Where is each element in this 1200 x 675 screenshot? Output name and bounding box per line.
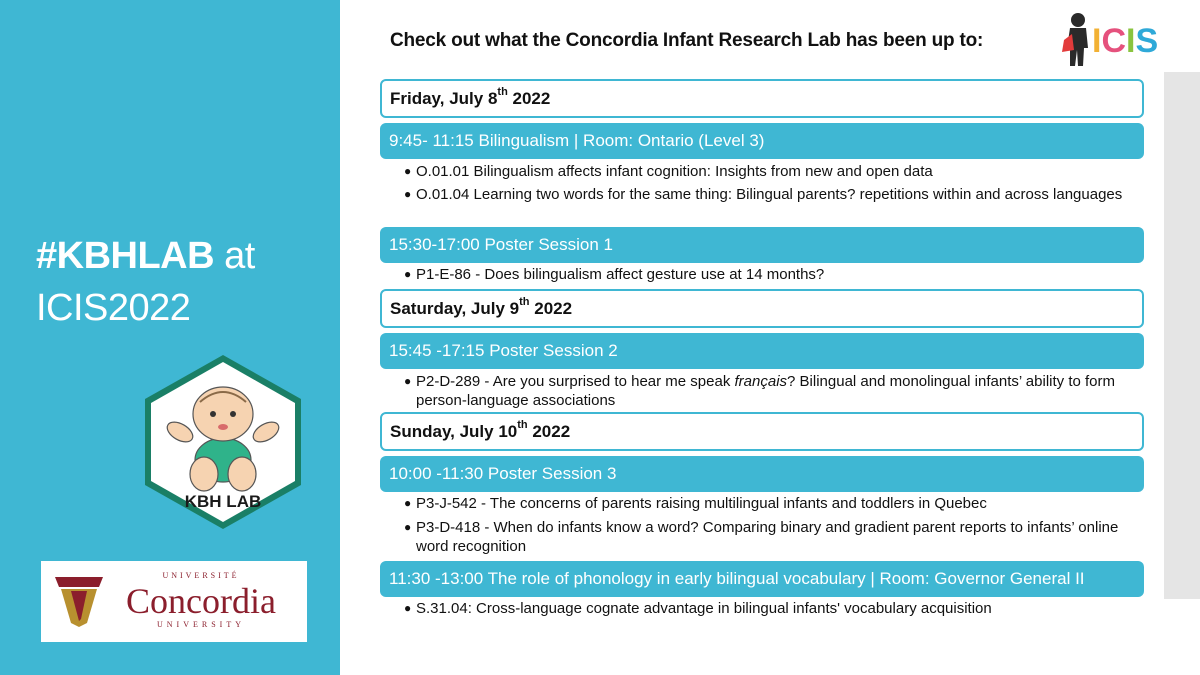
icis-logo-text: ICIS [1092, 22, 1159, 60]
list-item: ● P2-D-289 - Are you surprised to hear me speak français? Bilingual and monolingual infants’ ability to form person-language associations [404, 373, 1115, 409]
child-silhouette-icon [1062, 13, 1088, 66]
list-item: ● P1-E-86 - Does bilingualism affect gesture use at 14 months? [404, 266, 825, 283]
list-item: ● P3-D-418 - When do infants know a word? Comparing binary and gradient parent reports to infants’ online word recognition [404, 519, 1119, 555]
session-poster-2: 15:45 -17:15 Poster Session 2 [380, 333, 1144, 369]
hashtag-line2: ICIS2022 [36, 287, 191, 329]
right-gray-strip [1164, 72, 1200, 599]
icis-logo [1058, 10, 1168, 70]
left-panel [0, 0, 340, 675]
bullet-icon: ● [404, 164, 412, 178]
list-item: ● S.31.04: Cross-language cognate advantage in bilingual infants' vocabulary acquisition [404, 600, 992, 617]
session-bilingualism: 9:45- 11:15 Bilingualism | Room: Ontario (Level 3) [380, 123, 1144, 159]
hashtag-at: at [214, 235, 255, 277]
list-item: ● O.01.01 Bilingualism affects infant cognition: Insights from new and open data [404, 163, 933, 180]
session-phonology: 11:30 -13:00 The role of phonology in early bilingual vocabulary | Room: Governor General II [380, 561, 1144, 597]
badge-label: KBH LAB [184, 492, 262, 511]
bullet-icon: ● [404, 267, 412, 281]
bullet-icon: ● [404, 520, 412, 534]
kbh-lab-badge [140, 352, 306, 532]
header-text: Check out what the Concordia Infant Research Lab has been up to: [390, 30, 984, 51]
day-header-saturday: Saturday, July 9th 2022 [380, 289, 1144, 328]
concordia-logo [41, 561, 307, 642]
concordia-bottom-text: UNIVERSITY [157, 620, 245, 629]
bullet-icon: ● [404, 374, 412, 388]
day-header-sunday: Sunday, July 10th 2022 [380, 412, 1144, 451]
session-poster-3: 10:00 -11:30 Poster Session 3 [380, 456, 1144, 492]
bullet-icon: ● [404, 187, 412, 201]
list-item: ● O.01.04 Learning two words for the same thing: Bilingual parents? repetitions within and across languages [404, 186, 1123, 203]
day-header-friday: Friday, July 8th 2022 [380, 79, 1144, 118]
hashtag-bold: #KBHLAB [36, 235, 215, 277]
bullet-icon: ● [404, 601, 412, 615]
hashtag-title [36, 230, 326, 334]
session-poster-1: 15:30-17:00 Poster Session 1 [380, 227, 1144, 263]
bullet-icon: ● [404, 496, 412, 510]
concordia-top-text: UNIVERSITÉ [162, 571, 240, 580]
concordia-name: Concordia [126, 581, 276, 621]
list-item: ● P3-J-542 - The concerns of parents raising multilingual infants and toddlers in Quebec [404, 495, 987, 512]
